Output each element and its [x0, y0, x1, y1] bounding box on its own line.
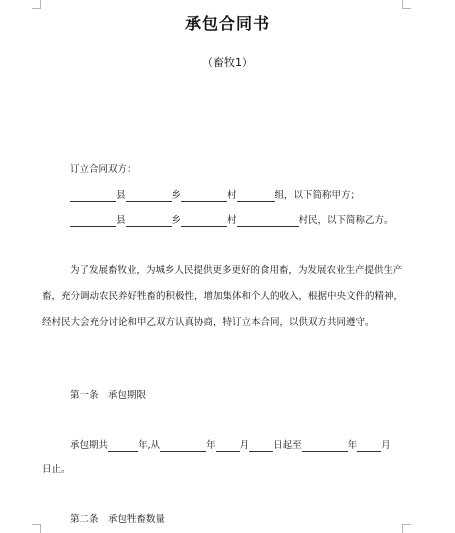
- blank-field[interactable]: [126, 216, 172, 227]
- blank-field[interactable]: [181, 216, 227, 227]
- blank-field[interactable]: [108, 441, 138, 452]
- intro-label: 订立合同双方：: [70, 164, 137, 175]
- blank-field[interactable]: [70, 191, 116, 202]
- blank-field[interactable]: [302, 441, 348, 452]
- blank-field[interactable]: [357, 441, 381, 452]
- document-subtitle: （畜牧1）: [202, 56, 253, 69]
- blank-field[interactable]: [249, 441, 273, 452]
- corner-mark-top-left: [32, 0, 41, 9]
- blank-field[interactable]: [160, 441, 206, 452]
- term-end: 日止。: [42, 464, 71, 475]
- purpose-paragraph: 为了发展畜牧业，为城乡人民提供更多更好的食用畜，为发展农业生产提供生产畜，充分调动农民养好牲畜的积极性，增加集体和个人的收入，根据中央文件的精神，经村民大会充分讨论和甲乙双方认真协商，特订立本合同，以供双方共同遵守。: [42, 265, 404, 328]
- blank-field[interactable]: [237, 191, 275, 202]
- term-line: 承包期共 年,从 年 月 日起至 年 月: [70, 440, 391, 451]
- corner-mark-top-right: [402, 0, 411, 9]
- blank-field[interactable]: [181, 191, 227, 202]
- blank-field[interactable]: [237, 216, 299, 227]
- party-a-line: 县 乡 村 组，以下简称甲方；: [42, 189, 442, 202]
- blank-field[interactable]: [126, 191, 172, 202]
- document-title: 承包合同书: [184, 14, 270, 33]
- article-2-heading: 第二条 承包牲畜数量: [70, 514, 166, 525]
- party-b-line: 县 乡 村 村民，以下简称乙方。: [42, 214, 442, 227]
- article-1-heading: 第一条 承包期限: [70, 390, 147, 401]
- blank-field[interactable]: [70, 216, 116, 227]
- blank-field[interactable]: [216, 441, 240, 452]
